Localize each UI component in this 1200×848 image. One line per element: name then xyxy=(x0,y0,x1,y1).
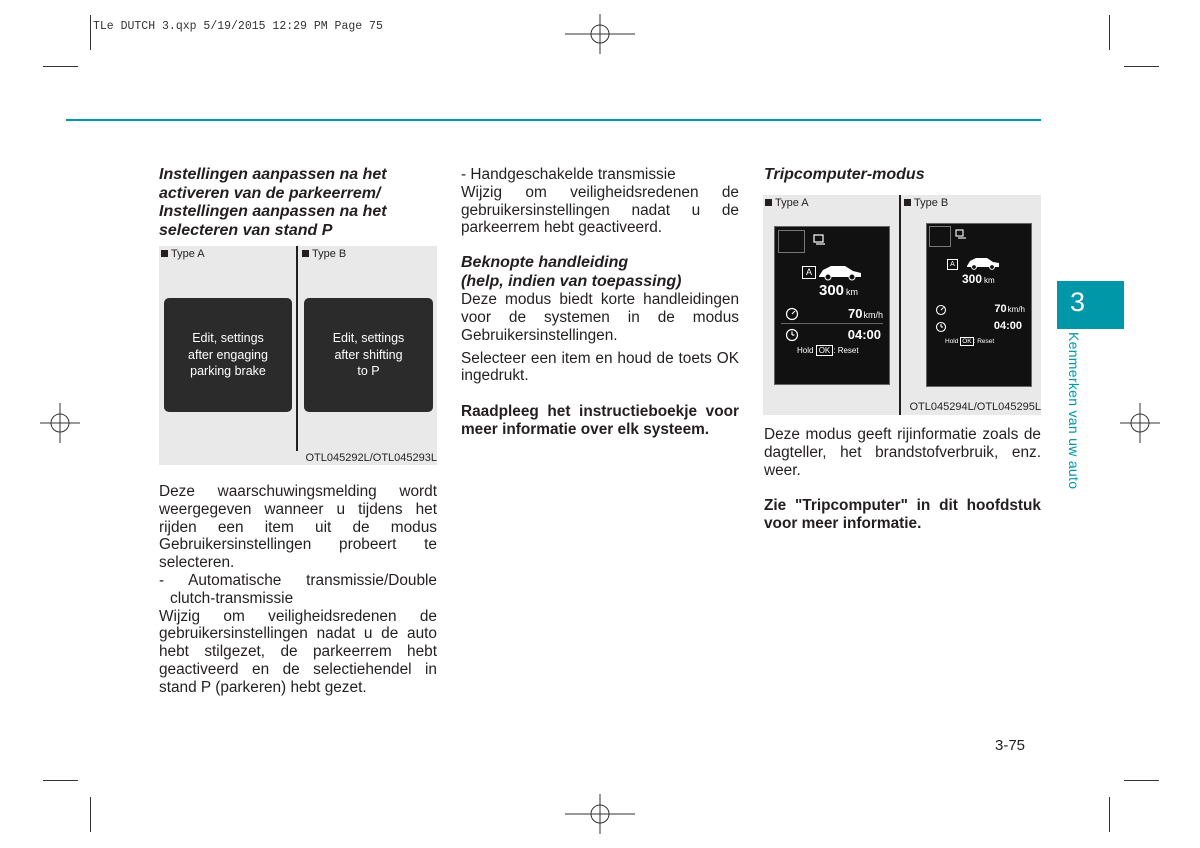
screen-type-a: Edit, settings after engaging parking brake xyxy=(164,298,292,412)
hold-reset-hint: Hold OK : Reset xyxy=(945,338,995,345)
chapter-number: 3 xyxy=(1070,287,1086,317)
figure-parking-warning xyxy=(159,246,437,465)
figure-caption: OTL045292L/OTL045293L xyxy=(305,452,437,464)
screen-type-b: Edit, settings after shifting to P xyxy=(304,298,433,412)
distance-readout: 300 km xyxy=(819,282,859,299)
square-bullet-icon xyxy=(765,199,772,206)
column-3 xyxy=(764,166,1042,185)
paragraph-parking-brake: Wijzig om veiligheidsredenen de gebruikersinstellingen nadat u de parkeerrem hebt geactiveerd. xyxy=(461,183,739,237)
paragraph-help-mode: Deze modus biedt korte handleidingen voor de systemen in de modus Gebruikersinstellingen. xyxy=(461,291,739,344)
section-heading-help: Beknopte handleiding (help, indien van toepassing) xyxy=(461,254,682,290)
speed-readout: 70km/h xyxy=(848,306,883,321)
time-readout: 04:00 xyxy=(847,327,881,342)
bullet-automatic: - Automatische transmissie/Double clutch-transmissie xyxy=(159,571,437,607)
section-heading-parking: Instellingen aanpassen na het activeren van de parkeerrem/ Instellingen aanpassen na het selecteren van stand P xyxy=(159,166,387,239)
paragraph-trip-info: Deze modus geeft rijinformatie zoals de dagteller, het brandstofverbruik, enz. weer. xyxy=(764,426,1041,479)
square-bullet-icon xyxy=(161,250,168,257)
registration-mark-top xyxy=(565,14,635,54)
speedometer-icon xyxy=(935,304,947,316)
registration-mark-bottom xyxy=(565,794,635,834)
paragraph-warning: Deze waarschuwingsmelding wordt weergegeven wanneer u tijdens het rijden een item uit de modus Gebruikersinstellingen probeert te selecteren. xyxy=(159,483,437,572)
figure-caption: OTL045294L/OTL045295L xyxy=(909,401,1041,413)
type-a-label: Type A xyxy=(161,248,205,260)
section-heading-tripcomputer: Tripcomputer-modus xyxy=(764,166,925,183)
clock-icon xyxy=(785,328,799,342)
chapter-title: Kenmerken van uw auto xyxy=(1066,332,1082,490)
figure-divider xyxy=(296,246,298,451)
time-readout: 04:00 xyxy=(993,320,1022,332)
registration-mark-right xyxy=(1120,403,1160,443)
speed-readout: 70km/h xyxy=(994,303,1025,315)
note-tripcomputer: Zie "Tripcomputer" in dit hoofdstuk voor meer informatie. xyxy=(764,497,1041,533)
square-bullet-icon xyxy=(302,250,309,257)
mode-letter-badge: A xyxy=(947,259,958,270)
cluster-type-a xyxy=(774,226,890,385)
bullet-manual: - Handgeschakelde transmissie xyxy=(461,166,676,183)
trip-icon xyxy=(813,233,827,247)
hold-reset-hint: Hold OK : Reset xyxy=(797,346,859,355)
trip-icon xyxy=(955,228,967,240)
chapter-tab xyxy=(1057,281,1124,329)
type-a-label: Type A xyxy=(765,197,809,209)
paragraph-select-item: Selecteer een item en houd de toets OK ingedrukt. xyxy=(461,349,739,385)
clock-icon xyxy=(935,321,947,333)
distance-readout: 300 km xyxy=(962,272,995,286)
car-icon xyxy=(965,254,1001,270)
square-bullet-icon xyxy=(904,199,911,206)
header-rule xyxy=(66,119,1041,121)
column-1 xyxy=(159,166,437,240)
type-b-label: Type B xyxy=(904,197,948,209)
menu-box xyxy=(778,230,805,253)
cluster-divider xyxy=(781,323,883,324)
type-b-label: Type B xyxy=(302,248,346,260)
column-2 xyxy=(461,166,739,439)
page-number: 3-75 xyxy=(995,737,1026,754)
print-header: TLe DUTCH 3.qxp 5/19/2015 12:29 PM Page 75 xyxy=(93,20,383,33)
cluster-type-b xyxy=(926,223,1032,387)
figure-divider xyxy=(899,195,901,415)
mode-letter-badge: A xyxy=(802,266,816,279)
figure-tripcomputer xyxy=(763,195,1041,415)
menu-box xyxy=(929,226,951,247)
car-icon xyxy=(817,261,863,281)
speedometer-icon xyxy=(785,307,799,321)
registration-mark-left xyxy=(40,403,80,443)
note-owners-manual: Raadpleeg het instructieboekje voor meer informatie over elk systeem. xyxy=(461,403,739,438)
column-1-body xyxy=(159,483,437,697)
paragraph-change-settings: Wijzig om veiligheidsredenen de gebruikersinstellingen nadat u de auto hebt stilgezet, de parkeerrem hebt geactiveerd en de selectiehendel in stand P (parkeren) hebt gezet. xyxy=(159,607,437,696)
column-3-body xyxy=(764,426,1041,533)
